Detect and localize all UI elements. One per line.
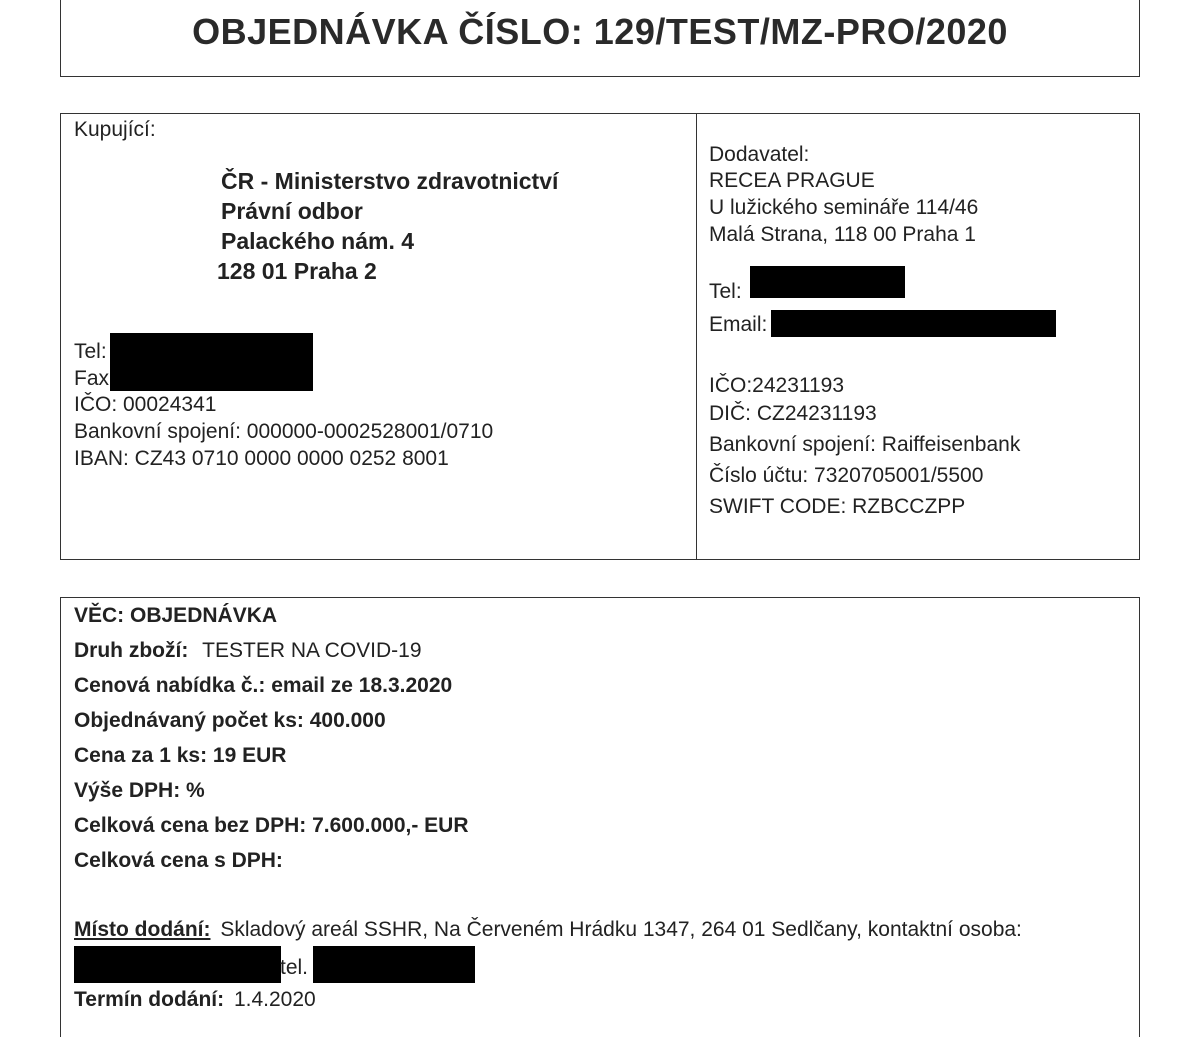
- goods-row: [74, 638, 422, 664]
- buyer-iban: IBAN: CZ43 0710 0000 0000 0252 8001: [74, 447, 449, 470]
- document-title: OBJEDNÁVKA ČÍSLO: 129/TEST/MZ-PRO/2020: [192, 11, 1008, 52]
- supplier-tel-label: Tel:: [709, 280, 742, 303]
- order-subject: VĚC: OBJEDNÁVKA: [74, 604, 278, 627]
- vat-line: Výše DPH: %: [74, 779, 205, 802]
- total-with-vat-line: Celková cena s DPH:: [74, 849, 283, 872]
- redaction-block: [74, 946, 281, 983]
- supplier-address: Malá Strana, 118 00 Praha 1: [709, 223, 976, 246]
- buyer-name-line: ČR - Ministerstvo zdravotnictví: [221, 168, 559, 194]
- supplier-account: Číslo účtu: 7320705001/5500: [709, 464, 984, 487]
- contact-tel-label: tel.: [280, 956, 309, 979]
- redaction-block: [110, 333, 313, 391]
- buyer-bank: Bankovní spojení: 000000-0002528001/0710: [74, 420, 494, 443]
- buyer-fax-label: Fax: [74, 367, 110, 390]
- delivery-place-row: [74, 917, 1022, 943]
- redaction-block: [750, 266, 905, 298]
- buyer-name-line: Palackého nám. 4: [221, 228, 415, 254]
- delivery-place-label: Místo dodání:: [74, 918, 211, 941]
- buyer-name-line: Právní odbor: [221, 198, 363, 224]
- supplier-email-label: Email:: [709, 313, 768, 336]
- buyer-name-line: 128 01 Praha 2: [217, 258, 377, 284]
- supplier-ico: IČO:24231193: [709, 374, 845, 397]
- supplier-heading: Dodavatel:: [709, 143, 810, 166]
- supplier-bank: Bankovní spojení: Raiffeisenbank: [709, 433, 1021, 456]
- delivery-date-row: [74, 987, 316, 1013]
- delivery-place-value: Skladový areál SSHR, Na Červeném Hrádku 1347, 264 01 Sedlčany, kontaktní osoba:: [220, 918, 1022, 941]
- delivery-date-value: 1.4.2020: [233, 988, 316, 1011]
- supplier-name: RECEA PRAGUE: [709, 169, 875, 192]
- redaction-block: [771, 310, 1056, 337]
- supplier-dic: DIČ: CZ24231193: [709, 402, 877, 425]
- parties-divider: [696, 113, 697, 560]
- title-box: [60, 0, 1140, 77]
- goods-label: Druh zboží:: [74, 639, 189, 662]
- unit-price-line: Cena za 1 ks: 19 EUR: [74, 744, 287, 767]
- supplier-swift: SWIFT CODE: RZBCCZPP: [709, 495, 966, 518]
- quantity-line: Objednávaný počet ks: 400.000: [74, 709, 386, 732]
- buyer-tel-label: Tel:: [74, 340, 107, 363]
- total-without-vat-line: Celková cena bez DPH: 7.600.000,- EUR: [74, 814, 469, 837]
- supplier-address: U lužického semináře 114/46: [709, 196, 979, 219]
- goods-value: TESTER NA COVID-19: [202, 639, 422, 662]
- redaction-block: [313, 946, 475, 983]
- buyer-ico: IČO: 00024341: [74, 393, 217, 416]
- buyer-heading: Kupující:: [74, 118, 156, 141]
- offer-line: Cenová nabídka č.: email ze 18.3.2020: [74, 674, 453, 697]
- delivery-date-label: Termín dodání:: [74, 988, 225, 1011]
